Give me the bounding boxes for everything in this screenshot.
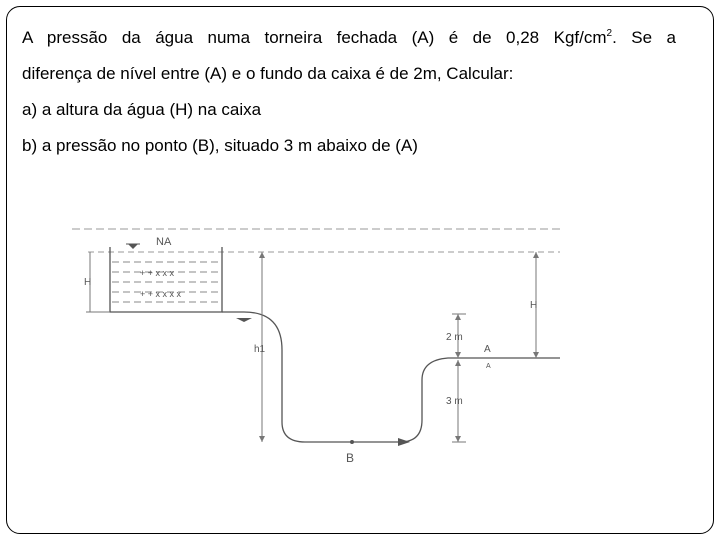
point-a-label: A — [484, 344, 491, 355]
point-b-label: B — [346, 451, 355, 465]
na-triangle-icon — [128, 244, 138, 249]
line1-ending: . Se a — [612, 28, 676, 47]
outlet-arrow-icon — [236, 318, 252, 322]
h1-label: h1 — [254, 344, 266, 355]
water-label-1: + + x x x — [140, 268, 175, 278]
line1-text: A pressão da água numa torneira fechada (A) é de 0,28 Kgf/cm — [22, 28, 607, 47]
pipe-path — [244, 312, 560, 442]
h-left-label: H — [84, 277, 92, 288]
flow-arrow-icon — [398, 438, 410, 446]
two-m-label: 2 m — [446, 332, 463, 343]
point-b-dot — [350, 440, 354, 444]
line1-superscript: 2 — [606, 28, 613, 39]
point-a-sublabel: A — [486, 363, 491, 370]
problem-line-2: diferença de nível entre (A) e o fundo da caixa é de 2m, Calcular: — [22, 64, 514, 83]
question-b: b) a pressão no ponto (B), situado 3 m abaixo de (A) — [22, 136, 418, 155]
h-right-label: H — [530, 300, 538, 311]
na-label: NA — [156, 236, 172, 248]
three-m-label: 3 m — [446, 396, 463, 407]
question-a: a) a altura da água (H) na caixa — [22, 100, 262, 119]
water-label-2: + + x x x x — [140, 289, 182, 299]
